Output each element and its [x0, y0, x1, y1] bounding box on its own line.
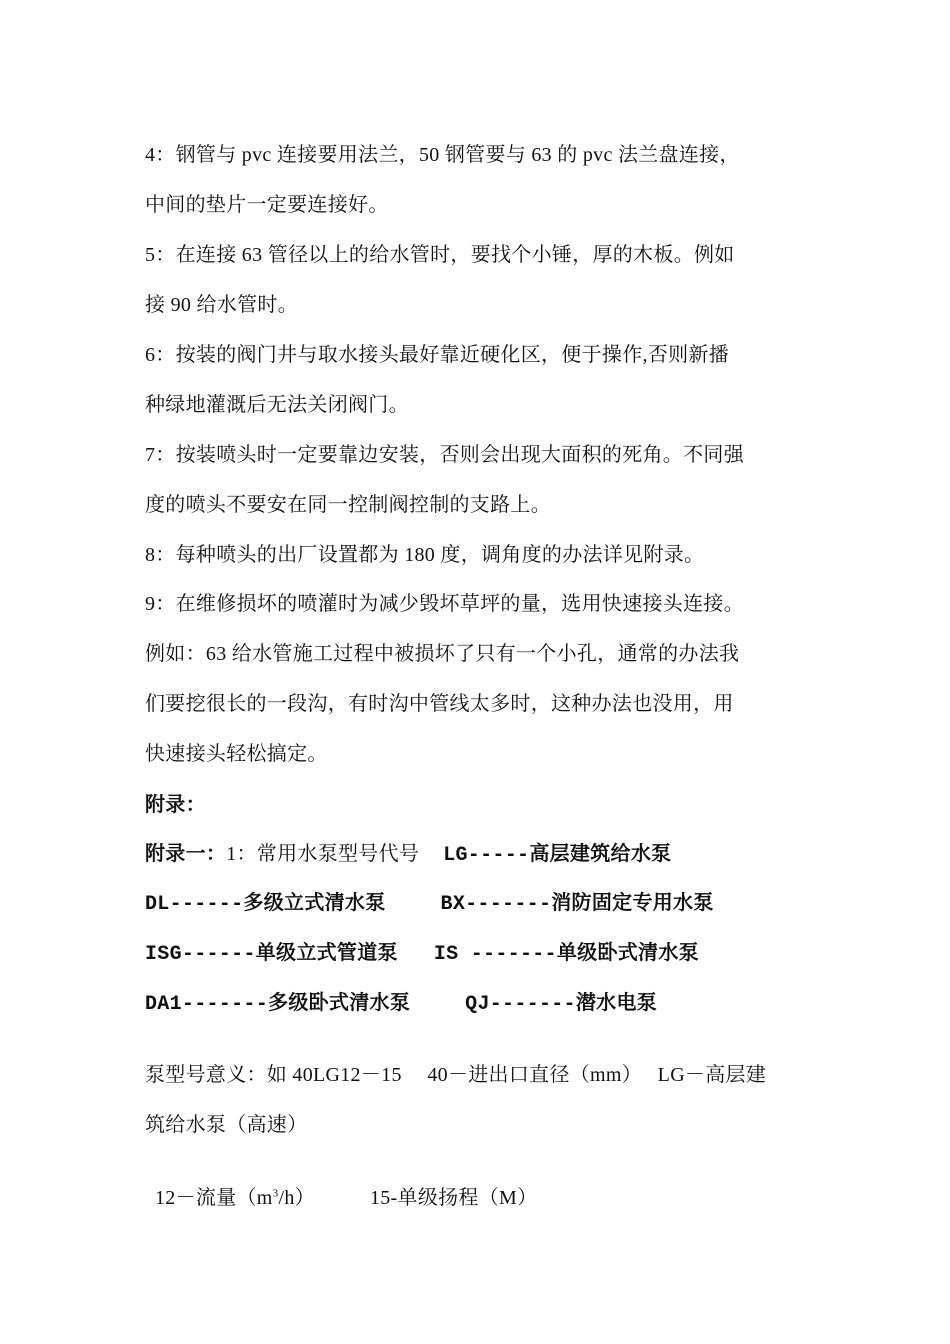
- pump-code: DL------: [145, 893, 244, 916]
- paragraph-line: 中间的垫片一定要连接好。: [145, 194, 389, 216]
- paragraph-line: 例如：63 给水管施工过程中被损坏了只有一个小孔，通常的办法我: [145, 643, 740, 665]
- flow-prefix: 12－流量（m: [155, 1187, 273, 1209]
- appendix-heading: 附录：: [145, 794, 206, 816]
- paragraph-line: 7：按装喷头时一定要靠边安装，否则会出现大面积的死角。不同强: [145, 444, 744, 466]
- pump-name: 单级立式管道泵: [255, 942, 398, 964]
- pump-meaning-line: 泵型号意义：如 40LG12－15 40－进出口直径（mm） LG－高层建: [145, 1064, 767, 1086]
- pump-code: QJ-------: [465, 993, 576, 1016]
- paragraph-line: 们要挖很长的一段沟，有时沟中管线太多时，这种办法也没用，用: [145, 693, 734, 715]
- paragraph-line: 9：在维修损坏的喷灌时为减少毁坏草坪的量，选用快速接头连接。: [145, 593, 744, 615]
- flow-suffix: /h）: [278, 1187, 315, 1209]
- flow-superscript: 3: [272, 1187, 279, 1200]
- pump-row: [145, 986, 657, 1016]
- pump-meaning-line: 筑给水泵（高速）: [145, 1114, 308, 1136]
- pump-row: [145, 936, 699, 966]
- paragraph-line: 6：按装的阀门井与取水接头最好靠近硬化区，便于操作,否则新播: [145, 344, 729, 366]
- appendix-one-line: [145, 837, 671, 867]
- paragraph-line: 4：钢管与 pvc 连接要用法兰，50 钢管要与 63 的 pvc 法兰盘连接，: [145, 144, 740, 166]
- pump-name: 多级卧式清水泵: [268, 992, 411, 1014]
- paragraph-line: 8：每种喷头的出厂设置都为 180 度，调角度的办法详见附录。: [145, 544, 705, 566]
- pump-name: 潜水电泵: [575, 992, 658, 1014]
- pump-row: [145, 886, 714, 916]
- paragraph-line: 种绿地灌溉后无法关闭阀门。: [145, 394, 409, 416]
- appendix-one-prefix: 附录一：: [145, 843, 227, 865]
- pump-code: IS -------: [433, 943, 557, 966]
- pump-name: 单级卧式清水泵: [556, 942, 699, 964]
- head-text: 15-单级扬程（M）: [369, 1187, 538, 1209]
- appendix-one-plain: 1：常用水泵型号代号: [226, 843, 420, 865]
- paragraph-line: 度的喷头不要安在同一控制阀控制的支路上。: [145, 494, 551, 516]
- pump-code: ISG------: [145, 943, 256, 966]
- pump-name: 消防固定专用水泵: [551, 892, 714, 914]
- pump-code: BX-------: [440, 893, 552, 916]
- pump-name: 高层建筑给水泵: [529, 843, 672, 865]
- paragraph-line: 快速接头轻松搞定。: [145, 743, 328, 765]
- flow-head-line: [155, 1181, 537, 1210]
- paragraph-line: 5：在连接 63 管径以上的给水管时，要找个小锤，厚的木板。例如: [145, 244, 735, 266]
- pump-code: LG-----: [443, 844, 530, 867]
- pump-code: DA1-------: [145, 993, 269, 1016]
- paragraph-line: 接 90 给水管时。: [145, 294, 298, 316]
- pump-name: 多级立式清水泵: [243, 892, 386, 914]
